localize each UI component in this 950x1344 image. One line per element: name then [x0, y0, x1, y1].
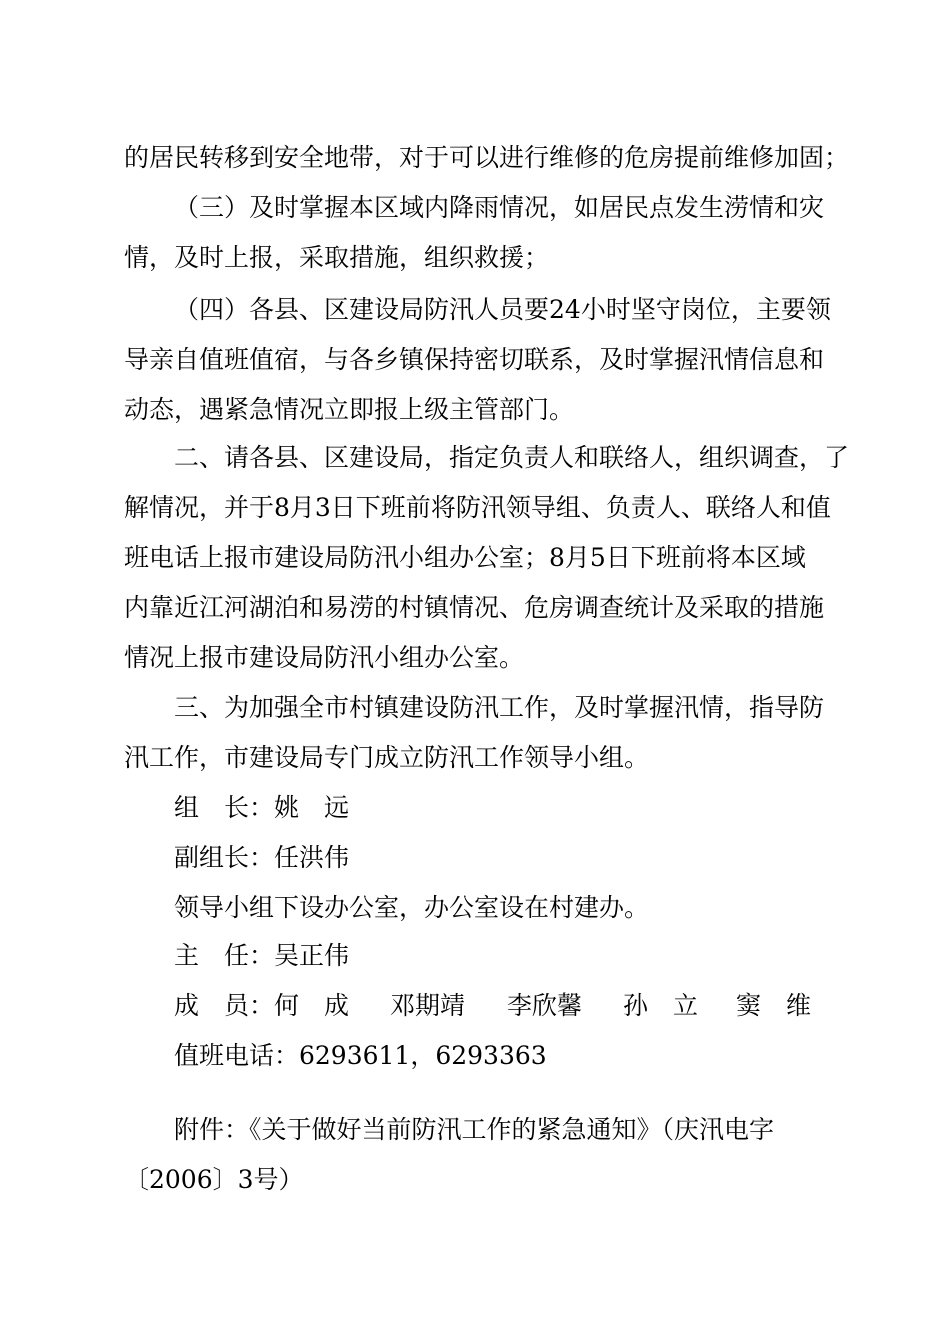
paragraph-line: 班电话上报市建设局防汛小组办公室；8月5日下班前将本区域 — [124, 543, 806, 572]
attachment-line-continued: 〔2006〕3号） — [124, 1165, 304, 1194]
paragraph-line: 解情况，并于8月3日下班前将防汛领导组、负责人、联络人和值 — [124, 493, 831, 522]
paragraph-line: 导亲自值班值宿，与各乡镇保持密切联系，及时掌握汛情信息和 — [124, 345, 825, 374]
members-label: 成 员： — [174, 991, 275, 1020]
deputy-leader-line: 副组长：任洪伟 — [174, 843, 350, 872]
member-name: 邓期靖 — [390, 991, 466, 1020]
paragraph-line: 汛工作，市建设局专门成立防汛工作领导小组。 — [124, 743, 650, 772]
office-line: 领导小组下设办公室，办公室设在村建办。 — [174, 893, 650, 922]
paragraph-line: 动态，遇紧急情况立即报上级主管部门。 — [124, 395, 575, 424]
paragraph-line: 情，及时上报，采取措施，组织救援； — [124, 243, 550, 272]
paragraph-line: （三）及时掌握本区域内降雨情况，如居民点发生涝情和灾 — [174, 193, 825, 222]
paragraph-line: 情况上报市建设局防汛小组办公室。 — [124, 643, 525, 672]
members-line — [174, 986, 834, 1026]
member-name: 李欣馨 — [507, 991, 583, 1020]
paragraph-line: 三、为加强全市村镇建设防汛工作，及时掌握汛情，指导防 — [174, 693, 825, 722]
paragraph-line: 内靠近江河湖泊和易涝的村镇情况、危房调查统计及采取的措施 — [124, 593, 825, 622]
attachment-line: 附件：《关于做好当前防汛工作的紧急通知》（庆汛电字 — [174, 1115, 775, 1144]
member-name: 窦 维 — [736, 991, 812, 1020]
paragraph-line: 二、请各县、区建设局，指定负责人和联络人，组织调查，了 — [174, 443, 850, 472]
member-name: 何 成 — [274, 991, 350, 1020]
leader-line: 组 长：姚 远 — [174, 793, 350, 822]
member-name: 孙 立 — [623, 991, 699, 1020]
paragraph-line: 的居民转移到安全地带，对于可以进行维修的危房提前维修加固； — [124, 143, 850, 172]
paragraph-line: （四）各县、区建设局防汛人员要24小时坚守岗位，主要领 — [174, 295, 831, 324]
director-line: 主 任：吴正伟 — [174, 941, 350, 970]
phone-line: 值班电话：6293611，6293363 — [174, 1041, 547, 1070]
